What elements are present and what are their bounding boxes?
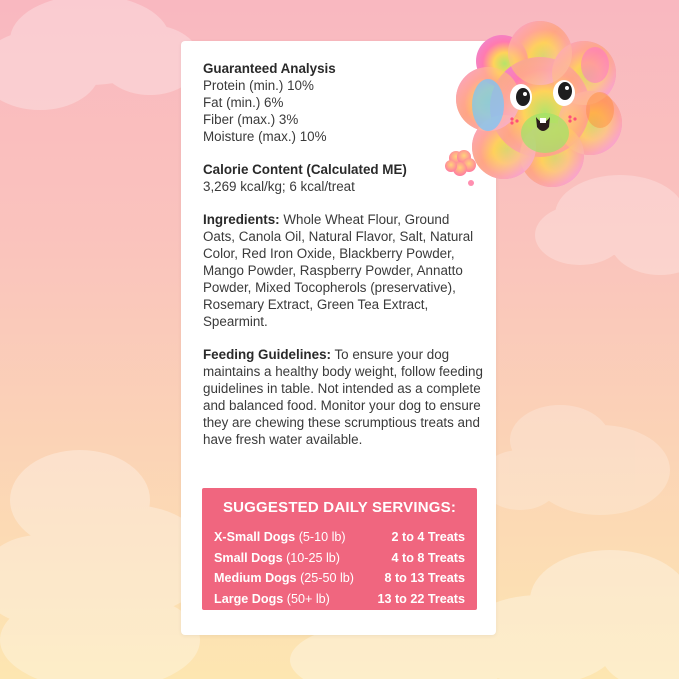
dog-weight: (25-50 lb) xyxy=(300,571,354,585)
serving-row xyxy=(202,527,477,548)
calorie-content xyxy=(203,161,483,195)
servings-title: SUGGESTED DAILY SERVINGS: xyxy=(222,499,457,516)
nutrition-content xyxy=(203,60,483,464)
analysis-line: Protein (min.) 10% xyxy=(203,78,314,93)
servings-box xyxy=(202,488,477,610)
dog-size: Medium Dogs xyxy=(214,571,297,585)
guaranteed-analysis xyxy=(203,60,483,145)
feeding-section xyxy=(203,346,483,448)
servings-rows xyxy=(202,527,477,609)
analysis-line: Fiber (max.) 3% xyxy=(203,112,299,127)
serving-dog xyxy=(214,527,346,548)
serving-amount: 8 to 13 Treats xyxy=(384,571,465,585)
serving-amount: 2 to 4 Treats xyxy=(391,530,465,544)
analysis-line: Fat (min.) 6% xyxy=(203,95,284,110)
cloud-mascot-icon xyxy=(450,15,630,195)
dog-size: Large Dogs xyxy=(214,591,284,606)
analysis-heading: Guaranteed Analysis xyxy=(203,61,336,76)
feeding-heading: Feeding Guidelines: xyxy=(203,347,331,362)
serving-amount: 4 to 8 Treats xyxy=(391,550,465,565)
dog-weight: (10-25 lb) xyxy=(286,550,340,565)
serving-row xyxy=(202,548,477,569)
analysis-line: Moisture (max.) 10% xyxy=(203,129,327,144)
ingredients-paragraph xyxy=(203,211,483,330)
dog-size: Small Dogs xyxy=(214,550,283,565)
calorie-value: 3,269 kcal/kg; 6 kcal/treat xyxy=(203,179,355,194)
dog-weight: (5-10 lb) xyxy=(298,530,346,544)
ingredients-heading: Ingredients: xyxy=(203,212,280,227)
serving-amount: 13 to 22 Treats xyxy=(377,591,465,606)
serving-dog xyxy=(214,589,330,610)
ingredients-section xyxy=(203,211,483,330)
nutrition-card xyxy=(181,41,496,635)
feeding-text: To ensure your dog maintains a healthy body weight, follow feeding guidelines in table. Not intended as a complete and balanced food. Monitor your dog to ensure they are chewing these scrumptious treats and have fresh water available. xyxy=(203,347,483,447)
serving-row xyxy=(202,589,477,610)
dog-weight: (50+ lb) xyxy=(286,591,330,606)
serving-dog xyxy=(214,568,354,589)
ingredients-text: Whole Wheat Flour, Ground Oats, Canola Oil, Natural Flavor, Salt, Natural Color, Red Iron Oxide, Blackberry Powder, Mango Powder, Raspberry Powder, Annatto Powder, Mixed Tocopherols (preservative), Rosemary Extract, Green Tea Extract, Spearmint. xyxy=(203,212,474,329)
calorie-heading: Calorie Content (Calculated ME) xyxy=(203,162,407,177)
feeding-paragraph xyxy=(203,346,483,448)
dog-size: X-Small Dogs xyxy=(214,530,296,544)
serving-dog xyxy=(214,548,340,569)
serving-row xyxy=(202,568,477,589)
